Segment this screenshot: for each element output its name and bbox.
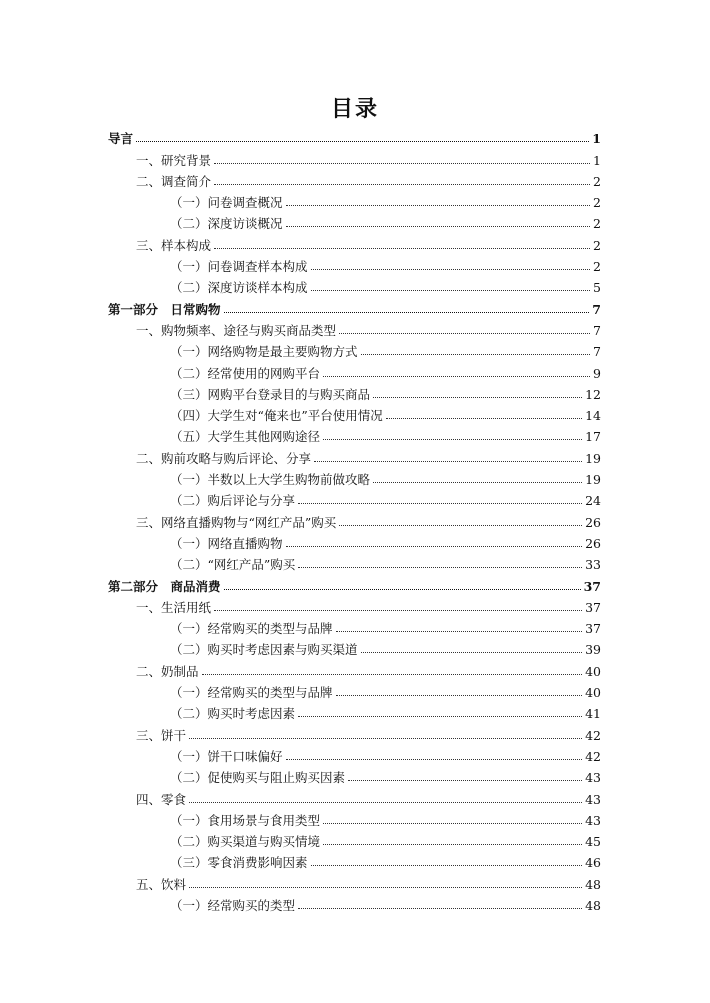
toc-entry-label: 一、生活用纸 [136,599,212,615]
dot-leader [214,163,590,164]
toc-entry[interactable] [108,359,601,380]
toc-entry[interactable] [108,530,601,551]
toc-entry-page: 43 [585,812,601,828]
toc-entry[interactable] [108,295,601,316]
toc-entry-label: （二）深度访谈样本构成 [170,280,308,296]
toc-entry-page: 46 [585,855,601,871]
toc-entry-page: 41 [585,706,601,722]
dot-leader [311,269,591,270]
toc-entry[interactable] [108,892,601,913]
toc-entry-page: 24 [585,493,601,509]
toc-entry-page: 26 [585,535,601,551]
toc-entry-label: 三、饼干 [136,727,187,743]
toc-entry-label: 二、调查简介 [136,173,212,189]
toc-entry-page: 19 [585,472,601,488]
toc-entry-page: 42 [585,748,601,764]
toc-entry-page: 33 [585,557,601,573]
toc-entry[interactable] [108,785,601,806]
toc-entry-page: 17 [585,429,601,445]
toc-entry[interactable] [108,551,601,572]
toc-entry[interactable] [108,828,601,849]
toc-entry-label: （一）网络购物是最主要购物方式 [170,344,358,360]
toc-entry-page: 7 [593,322,601,338]
toc-entry-label: （四）大学生对“俺来也”平台使用情况 [170,408,383,424]
toc-entry-label: （二）促使购买与阻止购买因素 [170,770,346,786]
toc-entry-label: 一、购物频率、途径与购买商品类型 [136,322,337,338]
dot-leader [286,759,583,760]
toc-entry-page: 2 [593,195,601,211]
toc-entry[interactable] [108,381,601,402]
toc-entry-page: 48 [585,897,601,913]
toc-entry[interactable] [108,466,601,487]
dot-leader [286,226,591,227]
dot-leader [224,589,581,590]
dot-leader [311,865,583,866]
toc-entry[interactable] [108,743,601,764]
toc-entry[interactable] [108,700,601,721]
toc-entry-label: （二）购买时考虑因素 [170,706,296,722]
toc-entry-label: （一）问卷调查样本构成 [170,259,308,275]
toc-entry-label: （二）购买时考虑因素与购买渠道 [170,642,358,658]
toc-entry-label: 四、零食 [136,791,187,807]
toc-entry-label: （一）经常购买的类型 [170,897,296,913]
toc-entry-page: 7 [593,344,601,360]
toc-entry-label: （二）深度访谈概况 [170,216,283,232]
dot-leader [323,844,582,845]
toc-entry[interactable] [108,594,601,615]
toc-entry-page: 2 [593,237,601,253]
toc-entry[interactable] [108,168,601,189]
dot-leader [189,738,582,739]
toc-entry[interactable] [108,657,601,678]
toc-entry-page: 2 [593,216,601,232]
toc-entry[interactable] [108,572,601,593]
dot-leader [202,674,583,675]
toc-entry-label: 五、饮料 [136,876,187,892]
toc-entry-label: 二、奶制品 [136,663,199,679]
dot-leader [214,248,590,249]
toc-entry-page: 45 [585,834,601,850]
toc-entry-label: （二）购买渠道与购买情境 [170,834,321,850]
toc-entry[interactable] [108,253,601,274]
toc-entry-page: 48 [585,876,601,892]
toc-entry-label: 第二部分 商品消费 [108,578,221,594]
dot-leader [214,184,590,185]
toc-entry-page: 5 [593,280,601,296]
toc-entry-page: 43 [585,770,601,786]
toc-entry[interactable] [108,870,601,891]
dot-leader [189,802,582,803]
toc-entry-page: 2 [593,173,601,189]
dot-leader [286,205,591,206]
toc-entry-label: （三）零食消费影响因素 [170,855,308,871]
toc-entry[interactable] [108,423,601,444]
dot-leader [286,546,583,547]
toc-entry-page: 42 [585,727,601,743]
dot-leader [336,631,583,632]
toc-entry-label: 第一部分 日常购物 [108,301,221,317]
toc-entry-label: （一）半数以上大学生购物前做攻略 [170,472,371,488]
dot-leader [339,525,582,526]
dot-leader [214,610,582,611]
toc-entry-page: 40 [585,663,601,679]
toc-entry-page: 37 [585,599,601,615]
toc-entry-label: （二）经常使用的网购平台 [170,365,321,381]
dot-leader [189,887,582,888]
toc-entry-label: 一、研究背景 [136,152,212,168]
toc-entry[interactable] [108,317,601,338]
toc-entry-page: 2 [593,259,601,275]
dot-leader [336,695,583,696]
toc-entry-label: 三、样本构成 [136,237,212,253]
dot-leader [298,567,582,568]
toc-entry[interactable] [108,807,601,828]
toc-entry[interactable] [108,274,601,295]
toc-entry[interactable] [108,231,601,252]
toc-entry-page: 1 [592,131,601,147]
toc-entry[interactable] [108,189,601,210]
toc-entry[interactable] [108,125,601,146]
toc-entry[interactable] [108,444,601,465]
dot-leader [311,290,591,291]
toc-entry[interactable] [108,146,601,167]
toc-entry-page: 26 [585,514,601,530]
toc-entry-label: （二）购后评论与分享 [170,493,296,509]
toc-entry[interactable] [108,679,601,700]
toc-entry-page: 19 [585,450,601,466]
toc-entry-page: 7 [592,301,601,317]
page-title: 目录 [330,96,379,122]
toc-entry-page: 40 [585,685,601,701]
toc-entry-label: （一）饼干口味偏好 [170,748,283,764]
toc-entry-page: 37 [583,578,601,594]
toc-entry-label: （一）食用场景与食用类型 [170,812,321,828]
toc-entry[interactable] [108,636,601,657]
toc-entry-label: 三、网络直播购物与“网红产品”购买 [136,514,337,530]
toc-entry-label: （三）网购平台登录目的与购买商品 [170,386,371,402]
dot-leader [298,908,582,909]
toc-entry-label: 导言 [108,131,134,147]
dot-leader [339,333,590,334]
toc-entry[interactable] [108,721,601,742]
toc-entry-label: （一）问卷调查概况 [170,195,283,211]
toc-entry-page: 12 [585,386,601,402]
toc-entry-page: 9 [593,365,601,381]
toc-entry-label: 二、购前攻略与购后评论、分享 [136,450,312,466]
toc-entry[interactable] [108,487,601,508]
toc-entry-page: 37 [585,621,601,637]
toc-entry[interactable] [108,338,601,359]
toc-entry-page: 43 [585,791,601,807]
toc-entry[interactable] [108,508,601,529]
dot-leader [314,461,582,462]
dot-leader [224,312,590,313]
dot-leader [373,482,582,483]
dot-leader [298,716,582,717]
dot-leader [323,823,582,824]
dot-leader [373,397,582,398]
toc-entry[interactable] [108,764,601,785]
dot-leader [323,376,590,377]
toc-entry[interactable] [108,402,601,423]
toc-entry-label: （二）“网红产品”购买 [170,557,296,573]
dot-leader [136,141,589,142]
toc-entry-label: （一）经常购买的类型与品牌 [170,685,333,701]
toc-entry-page: 39 [585,642,601,658]
dot-leader [361,652,583,653]
dot-leader [298,503,582,504]
toc-entry[interactable] [108,210,601,231]
toc-entry-label: （一）经常购买的类型与品牌 [170,621,333,637]
toc-entry-label: （一）网络直播购物 [170,535,283,551]
toc-entry-page: 1 [593,152,601,168]
toc-entry[interactable] [108,849,601,870]
toc-entry[interactable] [108,615,601,636]
dot-leader [323,439,582,440]
dot-leader [361,354,591,355]
dot-leader [386,418,582,419]
dot-leader [348,780,582,781]
table-of-contents [108,125,601,913]
toc-entry-page: 14 [585,408,601,424]
toc-entry-label: （五）大学生其他网购途径 [170,429,321,445]
